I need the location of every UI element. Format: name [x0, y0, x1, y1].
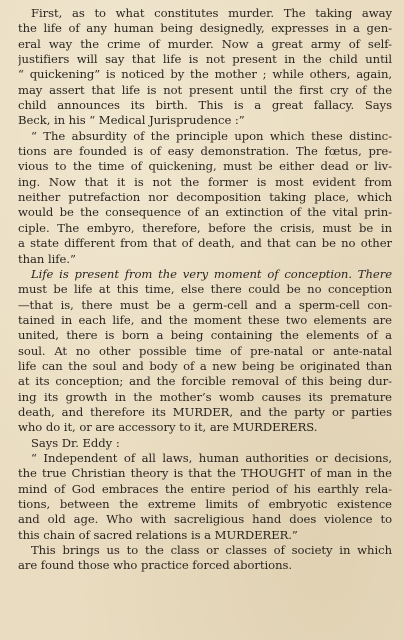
text-line: “ quickening” is noticed by the mother ; while others, again,	[18, 67, 392, 82]
text-line: child announces its birth. This is a great fallacy. Says	[18, 98, 392, 113]
text-line: “ Independent of all laws, human authorities or decisions,	[31, 450, 392, 465]
text-line: Beck, in his “ Medical Jurisprudence :”	[18, 113, 245, 128]
text-line: the life of any human being designedly, expresses in a gen-	[18, 21, 392, 36]
text-line: ciple. The embyro, therefore, before the crisis, must be in	[18, 220, 392, 235]
text-line: soul. At no other possible time of pre-natal or ante-natal	[18, 343, 392, 358]
text-line: death, and therefore its MURDER, and the party or parties	[18, 404, 392, 419]
text-line: a state different from that of death, and that can be no other	[18, 236, 392, 251]
quotation-eddy	[18, 451, 392, 543]
text-line: —that is, there must be a germ-cell and a sperm-cell con-	[18, 297, 392, 312]
text-line: tions are founded is of easy demonstration. The fœtus, pre-	[18, 144, 392, 159]
text-line: mind of God embraces the entire period of his earthly rela-	[18, 481, 392, 496]
text-line: First, as to what constitutes murder. The taking away	[31, 6, 392, 20]
text-line: vious to the time of quickening, must be either dead or liv-	[18, 159, 392, 174]
text-line-italic: Life is present from the very moment of conception. There	[31, 266, 392, 281]
text-line: eral way the crime of murder. Now a great army of self-	[18, 36, 392, 51]
paragraph-closing	[18, 543, 392, 574]
text-line: at its conception; and the forcible removal of this being dur-	[18, 374, 392, 389]
text-line: would be the consequence of an extinction of the vital prin-	[18, 205, 392, 220]
paragraph	[18, 6, 392, 129]
text-line: and old age. Who with sacreligious hand does violence to	[18, 512, 392, 527]
quotation-beck	[18, 129, 392, 267]
text-line: are found those who practice forced abortions.	[18, 558, 293, 573]
text-line: must be life at this time, else there could be no conception	[18, 282, 392, 297]
text-line: the true Christian theory is that the THOUGHT of man in the	[18, 466, 392, 481]
text-line: this chain of sacred relations is a MURDERER.”	[18, 527, 298, 542]
text-line: life can the soul and body of a new being be originated than	[18, 358, 392, 373]
text-line: may assert that life is not present until the first cry of the	[18, 82, 392, 97]
text-line: tions, between the extreme limits of embryotic existence	[18, 497, 392, 511]
text-line: This brings us to the class or classes of society in which	[31, 543, 392, 558]
text-line: justifiers will say that life is not present in the child until	[18, 52, 392, 67]
text-line: united, there is born a being containing the elements of a	[18, 328, 392, 343]
text-line: who do it, or are accessory to it, are MURDERERS.	[18, 420, 318, 435]
text-line: Says Dr. Eddy :	[31, 435, 120, 450]
paragraph-conception	[18, 267, 392, 436]
text-line: ing. Now that it is not the former is most evident from	[18, 174, 392, 189]
text-line: than life.”	[18, 251, 76, 266]
text-line: neither putrefaction nor decomposition taking place, which	[18, 190, 392, 205]
text-line: tained in each life, and the moment these two elements are	[18, 312, 392, 327]
text-line: ing its growth in the mother’s womb causes its premature	[18, 389, 392, 404]
text-line: “ The absurdity of the principle upon which these distinc-	[31, 128, 392, 143]
paragraph-says-dr-eddy	[18, 436, 392, 451]
